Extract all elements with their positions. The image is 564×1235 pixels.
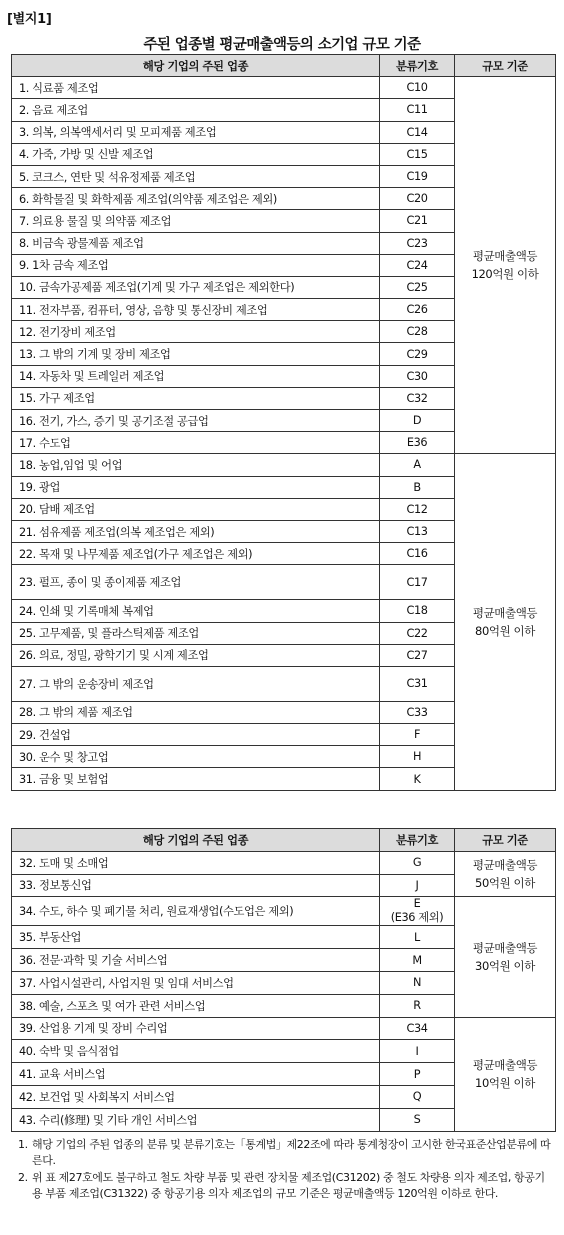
industry-cell: 20. 담배 제조업 [12,498,380,520]
industry-cell: 40. 숙박 및 음식점업 [12,1040,380,1063]
code-cell [380,897,455,926]
industry-cell: 18. 농업,임업 및 어업 [12,454,380,476]
industry-cell: 23. 펄프, 종이 및 종이제품 제조업 [12,565,380,600]
code-cell: M [380,949,455,972]
code-note: (E36 제외) [390,911,444,925]
size-criteria-table-1 [11,54,556,791]
code-cell: C31 [380,666,455,701]
industry-cell: 32. 도매 및 소매업 [12,851,380,874]
code-cell: C19 [380,165,455,187]
industry-cell: 36. 전문·과학 및 기술 서비스업 [12,949,380,972]
code-cell: C30 [380,365,455,387]
footnote [18,1137,554,1170]
code-cell: C22 [380,622,455,644]
industry-cell: 14. 자동차 및 트레일러 제조업 [12,365,380,387]
code-cell: C15 [380,143,455,165]
size-criteria-cell [455,454,556,790]
size-criteria-cell [455,77,556,454]
footnote-text: 해당 기업의 주된 업종의 분류 및 분류기호는「통계법」제22조에 따라 통계청장이 고시한 한국표준산업분류에 따른다. [32,1138,551,1168]
industry-cell: 33. 정보통신업 [12,874,380,897]
code-cell: C18 [380,600,455,622]
code-cell: C17 [380,565,455,600]
code-cell: F [380,724,455,746]
industry-cell: 30. 운수 및 창고업 [12,746,380,768]
industry-cell: 17. 수도업 [12,432,380,454]
code-cell: P [380,1063,455,1086]
code-cell: A [380,454,455,476]
table-row [12,897,556,926]
industry-cell: 31. 금융 및 보험업 [12,768,380,790]
footnote-text: 위 표 제27호에도 불구하고 철도 차량 부품 및 관련 장치물 제조업(C31202) 중 철도 차량용 의자 제조업, 항공기용 부품 제조업(C31322) 중 항공기용 의자 제조업의 규모 기준은 평균매출액등 120억원 이하로 한다. [32,1170,545,1200]
code-cell: C12 [380,498,455,520]
industry-cell: 34. 수도, 하수 및 폐기물 처리, 원료재생업(수도업은 제외) [12,897,380,926]
size-criteria-value: 50억원 이하 [475,876,535,891]
industry-cell: 1. 식료품 제조업 [12,77,380,99]
size-criteria-value: 30억원 이하 [475,958,535,973]
column-header-industry: 해당 기업의 주된 업종 [12,55,380,77]
size-criteria-cell [455,897,556,1017]
column-header-code: 분류기호 [380,55,455,77]
table-row [12,77,556,99]
table-row [12,1017,556,1040]
table-header-row [12,55,556,77]
size-criteria-cell [455,1017,556,1131]
column-header-code: 분류기호 [380,829,455,852]
industry-cell: 12. 전기장비 제조업 [12,321,380,343]
code-main: E [413,897,421,911]
industry-cell: 10. 금속가공제품 제조업(기계 및 가구 제조업은 제외한다) [12,276,380,298]
industry-cell: 21. 섬유제품 제조업(의복 제조업은 제외) [12,520,380,542]
code-cell: C20 [380,188,455,210]
annex-tag: [별지1] [7,12,52,27]
footnote-number: 1. [18,1138,28,1151]
table-header-row [12,829,556,852]
code-cell: C16 [380,543,455,565]
size-criteria-value: 10억원 이하 [475,1076,535,1091]
code-cell: Q [380,1085,455,1108]
industry-cell: 2. 음료 제조업 [12,99,380,121]
code-cell: B [380,476,455,498]
industry-cell: 43. 수리(修理) 및 기타 개인 서비스업 [12,1108,380,1131]
code-cell: C11 [380,99,455,121]
industry-cell: 16. 전기, 가스, 증기 및 공기조절 공급업 [12,410,380,432]
code-cell: J [380,874,455,897]
industry-cell: 3. 의복, 의복액세서리 및 모피제품 제조업 [12,121,380,143]
industry-cell: 11. 전자부품, 컴퓨터, 영상, 음향 및 통신장비 제조업 [12,299,380,321]
industry-cell: 7. 의료용 물질 및 의약품 제조업 [12,210,380,232]
size-criteria-cell [455,851,556,897]
footnotes [18,1137,554,1202]
code-cell: C29 [380,343,455,365]
code-cell: L [380,926,455,949]
industry-cell: 29. 건설업 [12,724,380,746]
industry-cell: 13. 그 밖의 기계 및 장비 제조업 [12,343,380,365]
column-header-size: 규모 기준 [455,55,556,77]
code-cell: C21 [380,210,455,232]
industry-cell: 42. 보건업 및 사회복지 서비스업 [12,1085,380,1108]
size-criteria-value: 80억원 이하 [475,624,535,638]
footnote [18,1170,554,1203]
industry-cell: 24. 인쇄 및 기록매체 복제업 [12,600,380,622]
code-cell: C10 [380,77,455,99]
size-criteria-value: 120억원 이하 [471,267,539,282]
code-cell: R [380,994,455,1017]
code-cell: C23 [380,232,455,254]
code-cell: G [380,851,455,874]
code-cell: N [380,971,455,994]
code-cell: I [380,1040,455,1063]
code-cell: C14 [380,121,455,143]
industry-cell: 5. 코크스, 연탄 및 석유정제품 제조업 [12,165,380,187]
code-cell: C33 [380,701,455,723]
column-header-size: 규모 기준 [455,829,556,852]
table-row [12,851,556,874]
industry-cell: 15. 가구 제조업 [12,387,380,409]
industry-cell: 25. 고무제품, 및 플라스틱제품 제조업 [12,622,380,644]
code-cell: C34 [380,1017,455,1040]
industry-cell: 19. 광업 [12,476,380,498]
size-criteria-label: 평균매출액등 [472,1058,538,1073]
code-cell: E36 [380,432,455,454]
code-cell: H [380,746,455,768]
code-cell: C13 [380,520,455,542]
code-cell: C27 [380,644,455,666]
industry-cell: 39. 산업용 기계 및 장비 수리업 [12,1017,380,1040]
industry-cell: 6. 화학물질 및 화학제품 제조업(의약품 제조업은 제외) [12,188,380,210]
industry-cell: 27. 그 밖의 운송장비 제조업 [12,666,380,701]
code-cell: C28 [380,321,455,343]
footnote-number: 2. [18,1170,28,1184]
code-cell: C26 [380,299,455,321]
size-criteria-label: 평균매출액등 [472,249,538,264]
page-title: 주된 업종별 평균매출액등의 소기업 규모 기준 [143,37,421,53]
industry-cell: 22. 목재 및 나무제품 제조업(가구 제조업은 제외) [12,543,380,565]
size-criteria-label: 평균매출액등 [472,858,538,873]
code-cell: S [380,1108,455,1131]
industry-cell: 37. 사업시설관리, 사업지원 및 임대 서비스업 [12,971,380,994]
industry-cell: 9. 1차 금속 제조업 [12,254,380,276]
code-cell: C24 [380,254,455,276]
table-row [12,454,556,476]
size-criteria-label: 평균매출액등 [472,940,538,955]
industry-cell: 35. 부동산업 [12,926,380,949]
industry-cell: 38. 예술, 스포츠 및 여가 관련 서비스업 [12,994,380,1017]
industry-cell: 4. 가죽, 가방 및 신발 제조업 [12,143,380,165]
code-cell: C32 [380,387,455,409]
size-criteria-label: 평균매출액등 [472,606,538,620]
industry-cell: 8. 비금속 광물제품 제조업 [12,232,380,254]
code-cell: K [380,768,455,790]
code-cell: C25 [380,276,455,298]
size-criteria-table-2 [11,828,556,1132]
industry-cell: 26. 의료, 정밀, 광학기기 및 시계 제조업 [12,644,380,666]
code-cell: D [380,410,455,432]
industry-cell: 28. 그 밖의 제품 제조업 [12,701,380,723]
column-header-industry: 해당 기업의 주된 업종 [12,829,380,852]
industry-cell: 41. 교육 서비스업 [12,1063,380,1086]
